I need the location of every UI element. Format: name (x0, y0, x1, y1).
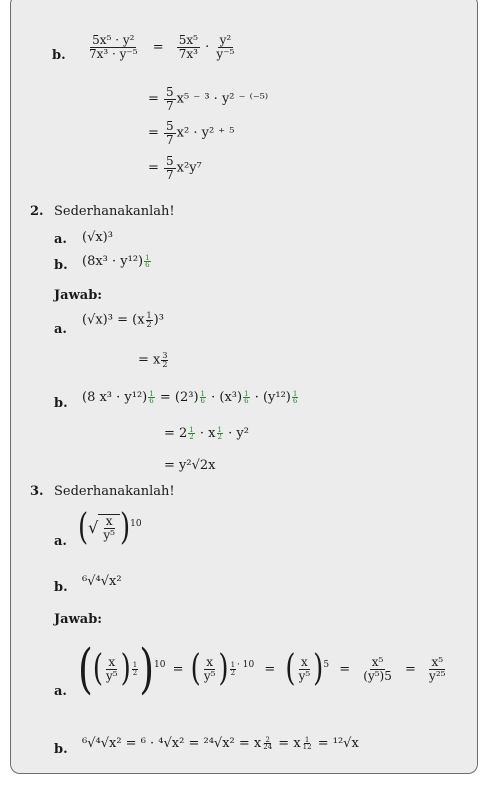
problem3-title: Sederhanakanlah! (54, 484, 175, 499)
problem2-a-expr: (√x)³ (82, 230, 113, 245)
problem2-jawab: Jawab: (54, 288, 103, 303)
coef-den: 7 (166, 167, 174, 182)
step3-expr: x² · y² ⁺ ⁵ (176, 125, 235, 141)
ans-a-exp-num: 1 (146, 311, 152, 320)
half-den: 2 (189, 433, 194, 442)
problem1b-step2: = $\frac{5}{7}$ x⁵ ⁻ ³ · y² ⁻ ⁽⁻⁵⁾ (148, 85, 269, 113)
problem1b-step3: = $\frac{5}{7}$ x² · y² ⁺ ⁵ (148, 119, 235, 147)
problem2-b-expr (82, 254, 152, 269)
problem2-title: Sederhanakanlah! (54, 204, 175, 219)
a-y5: y⁵ (103, 527, 115, 542)
ans-b-step2-mid: · x (199, 426, 216, 441)
problem3-ans-a: (( $\frac{x}{\text{y⁵}}$ ) $\frac{1}{2}$ )$^{10}$ = ( $\frac{x}{\text{y⁵}}$ ) $\frac{1}{2}$ $^{\cdot 10}$ = ( $\frac{x}{\text{y⁵}}$ )$^5$ = $\frac{\text{x⁵}}{\text{(y⁵)5}}$ = $\frac{\text{x⁵}}{\text{y²⁵}}$ (78, 638, 446, 700)
problem3-b-expr: ⁶√⁴√x² (82, 574, 122, 589)
problem2-ans-b-label: b. (54, 396, 68, 411)
ans-b-exp-den: 6 (292, 397, 298, 406)
coef-den: 7 (166, 98, 174, 113)
ans-b-step2: = 2 (164, 426, 188, 441)
problem3-b-label: b. (54, 580, 68, 595)
step4-expr: x²y⁷ (176, 160, 202, 176)
problem2-number: 2. (30, 204, 44, 219)
coef-den: 7 (166, 132, 174, 147)
ans-b-exp-num: 1 (200, 389, 205, 398)
problem3-a-expr: (√ $\frac{x}{\text{y⁵}}$ )$^{10}$ (78, 506, 142, 549)
b-exp-num: 1 (145, 253, 150, 262)
ans-a-y5c: y⁵ (298, 668, 311, 683)
ans-b-exp-den: 6 (149, 397, 154, 406)
problem1b-step4: = $\frac{5}{7}$ x²y⁷ (148, 154, 202, 182)
problem2-ans-a (82, 312, 164, 328)
half-den: 2 (217, 433, 222, 442)
problem2-a-label: a. (54, 232, 67, 247)
problem3-ans-a-label: a. (54, 684, 67, 699)
problem2-ans-a-step2 (138, 352, 169, 368)
half-num: 1 (217, 425, 222, 434)
problem3-a-label: a. (54, 534, 67, 549)
problem3-number: 3. (30, 484, 44, 499)
problem3-ans-b-label: b. (54, 742, 68, 757)
problem2-ans-a-label: a. (54, 322, 67, 337)
b-expr-base: (8x³ · y¹²) (82, 254, 144, 269)
ans-b-exp2-den: 12 (302, 743, 312, 752)
coef-num: 5 (166, 85, 174, 99)
ans-b-eq: = x (278, 736, 301, 751)
problem2-ans-b-step3: = y²√2x (164, 458, 216, 473)
ans-b-final: = ¹²√x (317, 736, 359, 751)
step1-frac2-den: y⁻⁵ (216, 46, 235, 61)
step1-frac2-num: y² (219, 33, 232, 47)
problem2-ans-b (82, 390, 299, 405)
ans-a-y25: y²⁵ (429, 668, 446, 683)
ans-b-exp1-num: 2 (265, 735, 270, 744)
problem1b-lhs: $\frac{\text{5x⁵ · y²}}{\text{7x³ · y⁻⁵}}$ = $\frac{\text{5x⁵}}{\text{7x³}}$ · $\frac{\text{y²}}{\text{y⁻⁵}}$ (89, 33, 235, 61)
ans-b-exp-den: 6 (200, 397, 205, 406)
coef-num: 5 (166, 119, 174, 133)
ans-a-y5: y⁵ (105, 668, 118, 683)
ans-a-mid-exp: · 10 (237, 660, 255, 671)
ans-a-step2-den: 2 (162, 359, 168, 369)
lhs-denominator: 7x³ · y⁻⁵ (89, 46, 138, 61)
ans-a-y5d: y⁵ (367, 668, 380, 683)
ans-b-exp-num: 1 (149, 389, 154, 398)
ans-a-pow5: 5 (323, 660, 330, 671)
ans-b-exp-num: 1 (244, 389, 249, 398)
lhs-numerator: 5x⁵ · y² (92, 33, 135, 47)
ans-b-step2-end: · y² (228, 426, 249, 441)
step1-frac1-num: 5x⁵ (178, 33, 198, 47)
ans-a-step2-num: 3 (162, 351, 168, 360)
ans-a-exp10: 10 (154, 660, 166, 671)
ans-b-lhs: (8 x³ · y¹²) (82, 390, 148, 405)
ans-a-pow5b: 5 (384, 668, 392, 683)
ans-a-x5: x⁵ (371, 654, 384, 669)
problem2-b-label: b. (54, 258, 68, 273)
step1-frac1-den: 7x³ (178, 46, 198, 61)
half-num: 1 (189, 425, 194, 434)
problem3-jawab: Jawab: (54, 612, 103, 627)
step2-expr: x⁵ ⁻ ³ · y² ⁻ ⁽⁻⁵⁾ (176, 91, 269, 107)
ans-a-x5b: x⁵ (431, 654, 444, 669)
ans-b-exp-den: 6 (244, 397, 249, 406)
ans-b-line: ⁶√⁴√x² = ⁶ · ⁴√x² = ²⁴√x² = x (82, 736, 262, 751)
ans-b-rhs1: = (2³) (159, 390, 199, 405)
ans-a-lhs: (√x)³ = (x (82, 312, 145, 328)
coef-num: 5 (166, 154, 174, 168)
problem3-ans-b (82, 736, 359, 751)
ans-b-rhs2: · (x³) (211, 390, 243, 405)
problem1b-label: b. (52, 48, 66, 63)
ans-b-exp1-den: 24 (263, 743, 273, 752)
ans-a-close: )³ (153, 312, 164, 328)
ans-b-exp-num: 1 (292, 389, 298, 398)
b-exp-den: 6 (145, 261, 150, 270)
problem2-ans-b-step2 (164, 426, 249, 441)
ans-a-step2: = x (138, 352, 161, 368)
ans-a-y5b: y⁵ (203, 668, 216, 683)
ans-b-rhs3: · (y¹²) (254, 390, 291, 405)
ans-b-exp2-num: 1 (304, 735, 310, 744)
ans-a-exp-den: 2 (146, 319, 152, 329)
a-exp: 10 (130, 518, 142, 529)
